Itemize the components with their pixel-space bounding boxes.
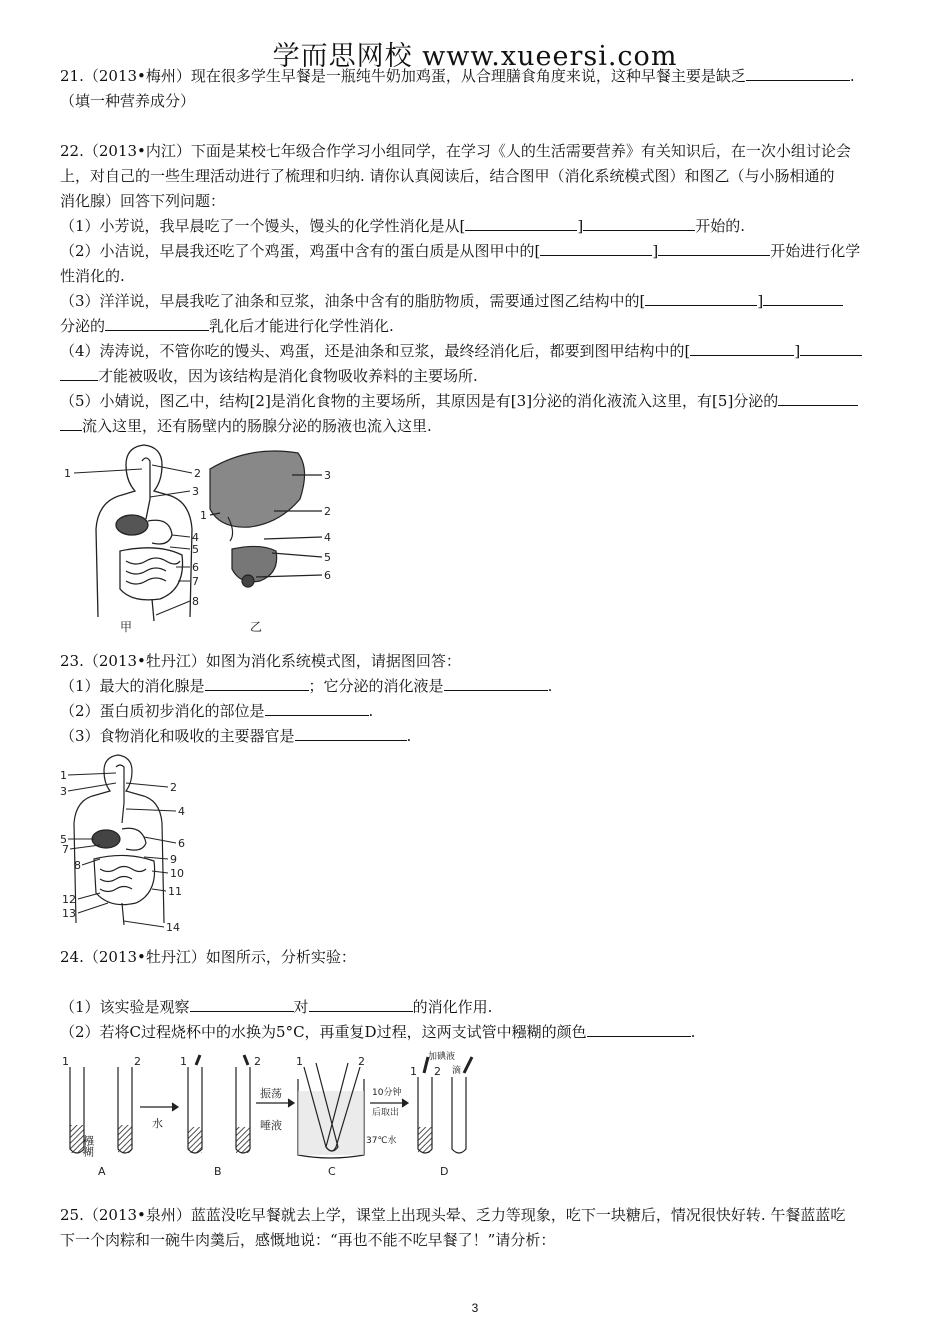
panel-b <box>188 1055 294 1153</box>
q24-panel-c: C <box>328 1165 336 1178</box>
q23-label-10: 10 <box>170 867 184 880</box>
header-site: 学而思网校 <box>272 41 413 72</box>
q22-blank-3a[interactable] <box>645 289 757 306</box>
q23-sub2: （2）蛋白质初步消化的部位是 . <box>60 699 895 724</box>
caption-jia: 甲 <box>120 620 133 634</box>
jia-label-6: 6 <box>192 561 199 574</box>
document-body <box>60 64 895 1253</box>
q24-text-jiadian: 加碘液 <box>428 1052 456 1062</box>
q23-label-7: 7 <box>62 843 69 856</box>
q23-blank-3[interactable] <box>295 724 407 741</box>
yi-label-6: 6 <box>324 569 331 582</box>
q22-blank-4a[interactable] <box>690 339 794 356</box>
q24-blank-1a[interactable] <box>190 995 294 1012</box>
q24-text-di: 滴 <box>452 1066 462 1076</box>
q22-intro3: 消化腺）回答下列问题： <box>60 192 226 210</box>
figure-jia-body <box>96 445 192 621</box>
q25-line1: 25.（2013•泉州）蓝蓝没吃早餐就去上学，课堂上出现头晕、乏力等现象，吃下一块糖后，情况很快好转. 午餐蓝蓝吃 <box>60 1206 846 1224</box>
q24-tube-2-c: 2 <box>358 1055 365 1068</box>
q24-tube-1-c: 1 <box>296 1055 303 1068</box>
q24-text-37: 37℃水 <box>366 1136 397 1146</box>
q23-body <box>74 755 164 925</box>
q22-blank-1a[interactable] <box>465 214 577 231</box>
q22-blank-2b[interactable] <box>658 239 770 256</box>
caption-yi: 乙 <box>250 620 263 634</box>
q22-sub5: （5）小婧说，图乙中，结构[2]是消化食物的主要场所，其原因是有[3]分泌的消化液流入这里，有[5]分泌的 <box>60 389 895 414</box>
jia-label-2: 2 <box>194 467 201 480</box>
q22-sub3: （3）洋洋说，早晨我吃了油条和豆浆，油条中含有的脂肪物质，需要通过图乙结构中的[ ] <box>60 289 895 314</box>
q24-tube-1-a: 1 <box>62 1055 69 1068</box>
q23-label-5: 5 <box>60 833 67 846</box>
q23-label-11: 11 <box>168 885 182 898</box>
q24-text-zhendang: 振荡 <box>260 1087 282 1100</box>
q22-blank-4b[interactable] <box>800 339 862 356</box>
q23-figure <box>60 753 895 941</box>
q22-blank-3c[interactable] <box>105 314 209 331</box>
q22-blank-4c[interactable] <box>60 364 98 381</box>
q23-label-6: 6 <box>178 837 185 850</box>
yi-label-1: 1 <box>200 509 207 522</box>
q22-sub2: （2）小洁说，早晨我还吃了个鸡蛋，鸡蛋中含有的蛋白质是从图甲中的[ ] 开始进行化学 <box>60 239 895 264</box>
q23-label-2: 2 <box>170 781 177 794</box>
q21-blank[interactable] <box>746 64 850 81</box>
q23-blank-1a[interactable] <box>205 674 309 691</box>
q24-text-quchu: 后取出 <box>372 1108 400 1118</box>
q22-sub2-cont: 性消化的. <box>60 267 125 285</box>
q23-label-14: 14 <box>166 921 180 934</box>
q23-diagram <box>60 753 200 941</box>
q22-sub1: （1）小芳说，我早晨吃了一个馒头，馒头的化学性消化是从[ ] 开始的. <box>60 214 895 239</box>
jia-label-5: 5 <box>192 543 199 556</box>
q22-sub4-cont: 才能被吸收，因为该结构是消化食物吸收养料的主要场所. <box>60 364 895 389</box>
yi-label-4: 4 <box>324 531 331 544</box>
yi-label-2: 2 <box>324 505 331 518</box>
q23-sub3: （3）食物消化和吸收的主要器官是 . <box>60 724 895 749</box>
yi-label-5: 5 <box>324 551 331 564</box>
q23-label-9: 9 <box>170 853 177 866</box>
jia-label-1: 1 <box>64 467 71 480</box>
q24-experiment-diagram <box>60 1051 500 1179</box>
q24-intro: 24.（2013•牡丹江）如图所示，分析实验： <box>60 948 356 966</box>
jia-label-4: 4 <box>192 531 199 544</box>
q22-sub5-cont: 流入这里，还有肠壁内的肠腺分泌的肠液也流入这里. <box>60 414 895 439</box>
q23-blank-2[interactable] <box>265 699 369 716</box>
page-number: 3 <box>471 1301 479 1315</box>
q22-figure <box>60 439 895 635</box>
header-url: www.xueersi.com <box>422 41 678 72</box>
q23-label-3: 3 <box>60 785 67 798</box>
q22-sub4: （4）涛涛说，不管你吃的馒头、鸡蛋，还是油条和豆浆，最终经消化后，都要到图甲结构中的[ ] <box>60 339 895 364</box>
panel-d <box>418 1057 472 1153</box>
q23-label-4: 4 <box>178 805 185 818</box>
q24-text-tuoye: 唾液 <box>260 1119 282 1132</box>
q24-sub2: （2）若将C过程烧杯中的水换为5°C，再重复D过程，这两支试管中糨糊的颜色 . <box>60 1020 895 1045</box>
q23-label-12: 12 <box>62 893 76 906</box>
q23-label-1: 1 <box>60 769 67 782</box>
q22-blank-3b[interactable] <box>763 289 843 306</box>
q21-line1: 21.（2013•梅州）现在很多学生早餐是一瓶纯牛奶加鸡蛋，从合理膳食角度来说，这种早餐主要是缺乏 . <box>60 64 895 89</box>
q24-blank-2[interactable] <box>587 1020 691 1037</box>
q23-sub1: （1）最大的消化腺是 ；它分泌的消化液是 . <box>60 674 895 699</box>
q24-blank-1b[interactable] <box>309 995 413 1012</box>
q22-blank-5b[interactable] <box>60 414 82 431</box>
q24-text-jianghu: 糨糊 <box>81 1135 95 1157</box>
q22-diagram <box>60 439 360 635</box>
jia-label-7: 7 <box>192 575 199 588</box>
q24-text-shui: 水 <box>152 1117 163 1130</box>
jia-label-8: 8 <box>192 595 199 608</box>
q22-blank-5a[interactable] <box>778 389 858 406</box>
q24-tube-2-a: 2 <box>134 1055 141 1068</box>
q23-intro: 23.（2013•牡丹江）如图为消化系统模式图，请据图回答： <box>60 652 461 670</box>
q24-sub1: （1）该实验是观察 对 的消化作用. <box>60 995 895 1020</box>
q25-line2: 下一个肉粽和一碗牛肉羹后，感慨地说：“再也不能不吃早餐了！”请分析： <box>60 1231 556 1249</box>
q24-tube-1-b: 1 <box>180 1055 187 1068</box>
figure-yi-organs <box>210 451 322 587</box>
q24-figure <box>60 1051 895 1179</box>
q22-intro1: 22.（2013•内江）下面是某校七年级合作学习小组同学，在学习《人的生活需要营养》有关知识后，在一次小组讨论会 <box>60 142 851 160</box>
q22-blank-1b[interactable] <box>583 214 695 231</box>
q21-line2: （填一种营养成分） <box>60 92 196 110</box>
q24-tube-2-b: 2 <box>254 1055 261 1068</box>
q23-label-13: 13 <box>62 907 76 920</box>
q24-panel-d: D <box>440 1165 449 1178</box>
q24-tube-1-d: 1 <box>410 1065 417 1078</box>
q23-blank-1b[interactable] <box>444 674 548 691</box>
q22-sub3-cont: 分泌的 乳化后才能进行化学性消化. <box>60 314 895 339</box>
q23-label-8: 8 <box>74 859 81 872</box>
jia-label-3: 3 <box>192 485 199 498</box>
q24-tube-2-d: 2 <box>434 1065 441 1078</box>
q24-panel-a: A <box>98 1165 106 1178</box>
q22-intro2: 上，对自己的一些生理活动进行了梳理和归纳. 请你认真阅读后，结合图甲（消化系统模式图）和图乙（与小肠相通的 <box>60 167 835 185</box>
yi-label-3: 3 <box>324 469 331 482</box>
q24-text-10min: 10分钟 <box>372 1088 402 1098</box>
q22-blank-2a[interactable] <box>540 239 652 256</box>
q24-panel-b: B <box>214 1165 222 1178</box>
